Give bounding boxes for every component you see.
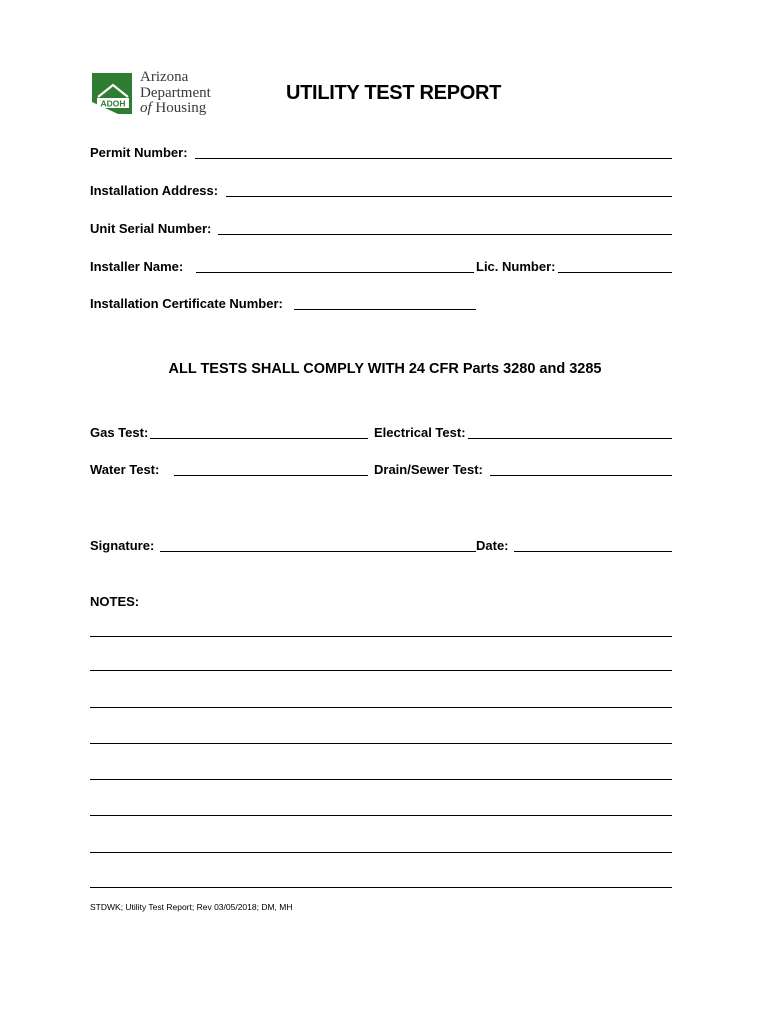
- installation-address-row: [90, 183, 672, 201]
- drain-sewer-test-field[interactable]: [490, 475, 672, 476]
- installation-certificate-row: [90, 296, 490, 314]
- notes-line[interactable]: [90, 707, 672, 708]
- unit-serial-number-label: Unit Serial Number:: [90, 221, 212, 236]
- notes-line[interactable]: [90, 815, 672, 816]
- unit-serial-number-row: [90, 221, 672, 239]
- installation-certificate-field[interactable]: [294, 309, 476, 310]
- compliance-heading: ALL TESTS SHALL COMPLY WITH 24 CFR Parts 3280 and 3285: [168, 361, 602, 377]
- installer-name-row: [90, 259, 672, 277]
- drain-sewer-test-label: Drain/Sewer Test:: [374, 462, 483, 477]
- installer-name-field[interactable]: [196, 272, 474, 273]
- permit-number-label: Permit Number:: [90, 145, 188, 160]
- page-title: UTILITY TEST REPORT: [286, 82, 502, 104]
- logo-of: of: [140, 100, 152, 116]
- electrical-test-field[interactable]: [468, 438, 672, 439]
- installation-address-field[interactable]: [226, 196, 672, 197]
- installation-certificate-label: Installation Certificate Number:: [90, 296, 283, 311]
- signature-date-row: [90, 538, 672, 556]
- unit-serial-number-field[interactable]: [218, 234, 672, 235]
- date-label: Date:: [476, 538, 509, 553]
- gas-electrical-row: [90, 425, 672, 443]
- notes-line[interactable]: [90, 636, 672, 637]
- notes-label: NOTES:: [90, 594, 140, 609]
- signature-label: Signature:: [90, 538, 155, 553]
- notes-line[interactable]: [90, 852, 672, 853]
- water-test-field[interactable]: [174, 475, 368, 476]
- logo-line-arizona: Arizona: [140, 69, 189, 85]
- water-drain-row: [90, 462, 672, 480]
- electrical-test-label: Electrical Test:: [374, 425, 466, 440]
- notes-line[interactable]: [90, 887, 672, 888]
- logo-housing: Housing: [155, 100, 207, 116]
- installation-address-label: Installation Address:: [90, 183, 219, 198]
- installer-name-label: Installer Name:: [90, 259, 184, 274]
- logo-line-department: Department: [140, 84, 211, 101]
- logo-line-housing: [140, 101, 211, 117]
- water-test-label: Water Test:: [90, 462, 160, 477]
- lic-number-field[interactable]: [558, 272, 672, 273]
- signature-field[interactable]: [160, 551, 476, 552]
- logo-wordmark: [140, 70, 211, 117]
- footer-revision: STDWK; Utility Test Report; Rev 03/05/2018; DM, MH: [90, 902, 293, 912]
- arizona-house-logo-icon: [90, 72, 136, 116]
- adoh-logo: [90, 70, 230, 122]
- permit-number-row: [90, 145, 672, 163]
- notes-line[interactable]: [90, 670, 672, 671]
- gas-test-field[interactable]: [150, 438, 368, 439]
- permit-number-field[interactable]: [195, 158, 672, 159]
- notes-line[interactable]: [90, 743, 672, 744]
- lic-number-label: Lic. Number:: [476, 259, 556, 274]
- logo-badge-text: ADOH: [100, 98, 126, 109]
- notes-row: [90, 594, 190, 612]
- gas-test-label: Gas Test:: [90, 425, 149, 440]
- notes-line[interactable]: [90, 779, 672, 780]
- date-field[interactable]: [514, 551, 672, 552]
